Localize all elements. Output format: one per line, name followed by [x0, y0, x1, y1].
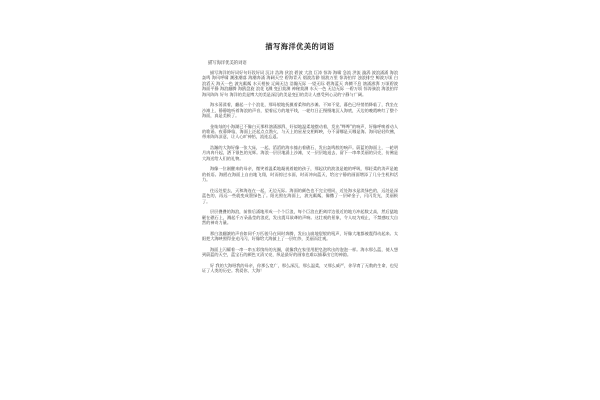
document-title: 描写海洋优美的词语 — [265, 42, 335, 51]
paragraph-10: 好 我的大海呀我的母亲，你那么宽广，那么深沉，那么温柔，又那么威严，你孕育了无数的生命，也见证了人类的历史。我爱你，大海！ — [202, 262, 398, 274]
document-subtitle: 描写海洋优美的词语 — [208, 61, 247, 66]
paragraph-9: 海面上闪耀着一串一串五彩缤纷的光圈，就像我在家里用肥皂泡吹出的泡泡一样。海水那么蓝，使人想到蔚蓝的天空，蓝宝石的颜色又清又亮，纵是最好的画家也难以描摹出它的神韵。 — [202, 246, 398, 258]
paragraph-2: 海水荡漾着，翻起一个个浪花，那母般地抚摸着柔和的沙滩。不知不觉，暮色已经悄悄降临了，我坐在沙滩上，静静地听着海浪的声音，望着远方的地平线，一轮红日正慢慢地沉入海底，天边的晚霞映红了整个海面，真是美极了。 — [202, 102, 398, 119]
paragraph-3: 金灿灿的小海湖已不像白天那样汹涌澎湃，好似地温柔地摆动着，发出"哗哗"的响声，好像呼唤着动人的歌谣。夜幕降临，海面上泛起点点渔火，与天上的星星交相辉映，分不清哪是天哪是海。海风轻轻吹拂，带来阵阵凉意，让人心旷神怡，流连忘返。 — [202, 123, 398, 140]
paragraph-5: 海像一位刚醒来的母亲，微笑着温柔地凝视着她的孩子，那起伏的波浪是她的呼吸，那轻柔的涛声是她的低语。海鸥在海面上自由地飞翔，时而掠过水面，时而冲向蓝天，给这宁静的画面增添了几分生机和活力。 — [202, 166, 398, 183]
document-page — [190, 0, 410, 400]
paragraph-6: 往远处望去，天和海连在一起，无边无际。海面的颜色也不完全相同，近处海水是淡绿色的，远处是深蓝色的，再远一些就变成墨绿色了。阳光照在海面上，波光粼粼，像撒了一层碎金子，闪闪发光，美丽极了。 — [202, 187, 398, 204]
paragraph-7: 层层叠叠的海浪，前推后涌地形成一个个巨浪，每个巨浪在距离岸边很近的地方冲起数丈高，然后猛地砸在礁石上，溅起千万朵晶莹的浪花，发出震耳欲聋的声响。这壮观的景象，令人叹为观止，不禁感叹大自然的神奇力量。 — [202, 209, 398, 226]
paragraph-4: 浩瀚的大海好像一张大床，一起，滔滔的海水撞击着礁石，发出轰鸣般的响声。蔚蓝的海面上，一轮明月冉冉升起，洒下银色的光辉。海浪一层层地涌上沙滩，又一层层地退去，留下一串串美丽的贝壳，仿佛是大海送给人们的礼物。 — [202, 145, 398, 161]
paragraph-1: 描写海洋的好词好句好段好词 沉沣 浩海 狄浪 碧波 大浪 巨涛 惊涛 海啸 急流 洪流 漩涡 波浪涌涌 海浪轰鸣 海风呼啸 潮涨潮落 海潮奔涌 海阔天空 碧海青天 烟波浩渺 银波万里 惊涛拍岸 浊浪排空 鲸波万顷 白浪滔天 海天一色 波光粼粼 水天相接 辽阔无边 浩瀚无际 一望无际 碧海蓝天 奔腾不息 汹涌澎湃 万顷碧波 海面平静 海浪翻腾 海鸥盘旋 浪花飞溅 变幻莫测 神秘莫测 水天一色 无边无际 一碧万顷 惊涛骇浪 海浪拍岸 海风阵阵 好句 海洋的美是博大的美是深沉的美是变幻的美让人感受到心灵的宁静与广阔。 — [202, 70, 398, 97]
paragraph-8: 那白浪翻滚的声音如同千万匹骏马在同时奔腾，发出山崩地裂般的吼声，好像大地都被震得动起来。太阳把大海映照得金光闪闪，好像给大海披上了一层红纱，美丽而壮观。 — [202, 230, 398, 242]
